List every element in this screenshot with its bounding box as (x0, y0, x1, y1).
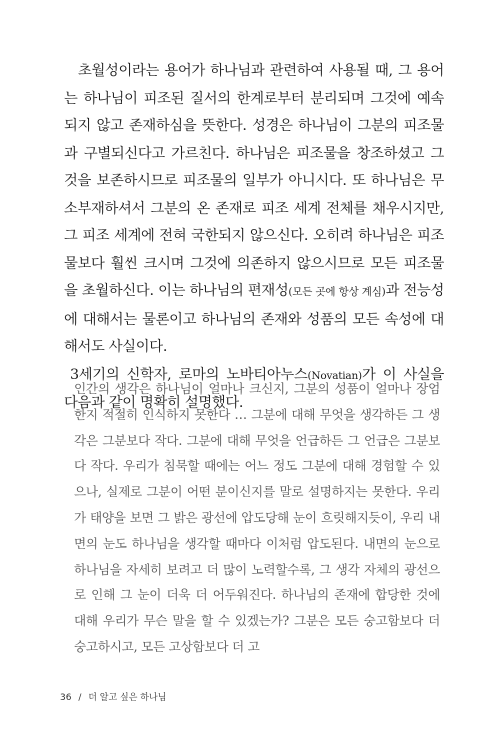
quote-text: 인간의 생각은 하나님이 얼마나 크신지, 그분의 성품이 얼마나 장엄한지 적절히 인식하지 못한다 … 그분에 대해 무엇을 생각하든 그 생각은 그분보다 작다. 그분에 대해 무엇을 언급하든 그 언급은 그분보다 작다. 우리가 침묵할 때에는 어느 정도 그분에 대해 경험할 수 있으나, 실제로 그분이 어떤 분이신지를 말로 설명하지는 못한다. 우리가 태양을 보면 그 밝은 광선에 압도당해 눈이 흐릿해지듯이, 우리 내면의 눈도 하나님을 생각할 때마다 이처럼 압도된다. 내면의 눈으로 하나님을 자세히 보려고 더 많이 노력할수록, 그 생각 자체의 광선으로 인해 그 눈이 더욱 더 어두워진다. 하나님의 존재에 합당한 것에 대해 우리가 무슨 말을 할 수 있겠는가? 그분은 모든 숭고함보다 더 숭고하시고, 모든 고상함보다 더 고 (74, 381, 440, 654)
paragraph-transcendence (64, 58, 444, 362)
main-body-text (64, 58, 444, 418)
inline-note: (모든 곳에 항상 계심) (288, 286, 386, 298)
footer-separator: / (78, 693, 82, 703)
block-quote (74, 376, 440, 660)
paragraph-text: 가 이 사실을 다음과 같이 명확히 설명했다. (64, 366, 445, 411)
book-title: 더 알고 싶은 하나님 (88, 693, 167, 703)
paragraph-text: 초월성이라는 용어가 하나님과 관련하여 사용될 때, 그 용어는 하나님이 피조된 질서의 한계로부터 분리되며 그것에 예속되지 않고 존재하심을 뜻한다. 성경은 하나님이 그분의 피조물과 구별되신다고 가르친다. 하나님은 피조물을 창조하셨고 그것을 보존하시므로 피조물의 일부가 아니시다. 또 하나님은 무소부재하셔서 그분의 온 존재로 피조 세계 전체를 채우시지만, 그 피조 세계에 전혀 국한되지 않으신다. 오히려 하나님은 피조물보다 훨씬 크시며 그것에 의존하지 않으시므로 모든 피조물을 초월하신다. 이는 하나님의 편재성 (64, 63, 444, 299)
page-number: 36 (60, 693, 72, 703)
page-footer (60, 690, 170, 703)
inline-note: (Novatian) (307, 369, 362, 382)
paragraph-text: 과 전능성에 대해서는 물론이고 하나님의 존재와 성품의 모든 속성에 대해서도 사실이다. (64, 283, 444, 355)
paragraph-text: 3세기의 신학자, 로마의 노바티아누스 (70, 366, 308, 383)
